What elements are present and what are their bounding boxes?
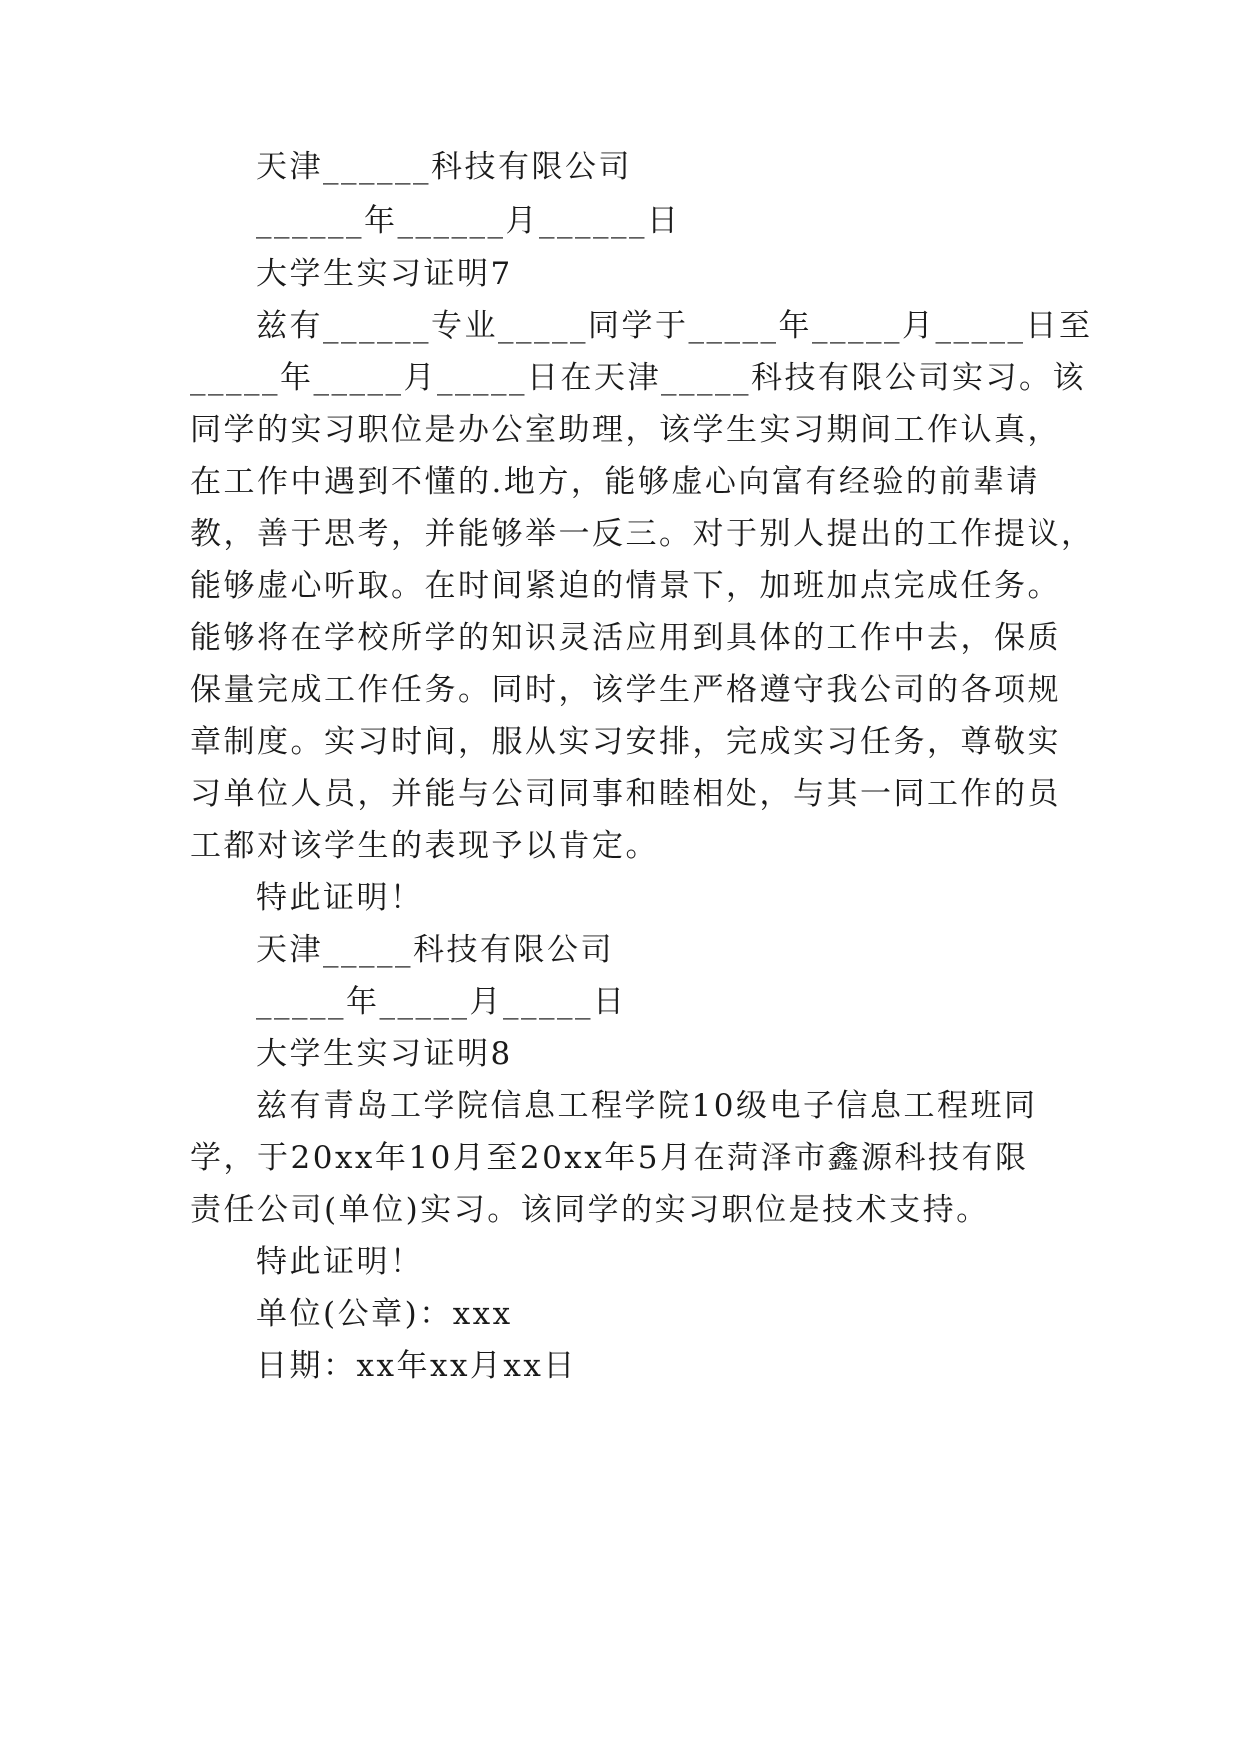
cert-7-line: 章制度。实习时间，服从实习安排，完成实习任务，尊敬实: [190, 724, 1061, 760]
cert-7-line: 在工作中遇到不懂的.地方，能够虚心向富有经验的前辈请: [190, 464, 1040, 500]
unit-seal-line: 单位(公章)：xxx: [256, 1296, 513, 1332]
date-line: _____年_____月_____日: [256, 984, 627, 1020]
cert-7-line: 教，善于思考，并能够举一反三。对于别人提出的工作提议，: [190, 516, 1095, 552]
cert-7-line: 工都对该学生的表现予以肯定。: [190, 828, 659, 864]
cert-7-line: _____年_____月_____日在天津_____科技有限公司实习。该: [190, 360, 1086, 396]
date-line: 日期：xx年xx月xx日: [256, 1348, 577, 1384]
date-line: ______年______月______日: [256, 203, 681, 239]
cert-7-line: 保量完成工作任务。同时，该学生严格遵守我公司的各项规: [190, 672, 1061, 708]
cert-7-line: 习单位人员，并能与公司同事和睦相处，与其一同工作的员: [190, 776, 1061, 812]
cert-8-line: 兹有青岛工学院信息工程学院10级电子信息工程班同: [256, 1088, 1038, 1124]
section-heading-cert-8: 大学生实习证明8: [256, 1036, 513, 1072]
cert-7-line: 能够将在学校所学的知识灵活应用到具体的工作中去，保质: [190, 620, 1061, 656]
hereby-certify: 特此证明！: [256, 880, 424, 916]
cert-7-line: 能够虚心听取。在时间紧迫的情景下，加班加点完成任务。: [190, 568, 1061, 604]
company-line: 天津_____科技有限公司: [256, 932, 614, 968]
cert-8-line: 学，于20xx年10月至20xx年5月在菏泽市鑫源科技有限: [190, 1140, 1029, 1176]
cert-7-line: 兹有______专业_____同学于_____年_____月_____日至: [256, 308, 1093, 344]
cert-7-line: 同学的实习职位是办公室助理，该学生实习期间工作认真，: [190, 412, 1061, 448]
section-heading-cert-7: 大学生实习证明7: [256, 256, 513, 292]
cert-8-line: 责任公司(单位)实习。该同学的实习职位是技术支持。: [190, 1192, 990, 1228]
hereby-certify: 特此证明！: [256, 1244, 424, 1280]
company-line: 天津______科技有限公司: [256, 149, 632, 185]
